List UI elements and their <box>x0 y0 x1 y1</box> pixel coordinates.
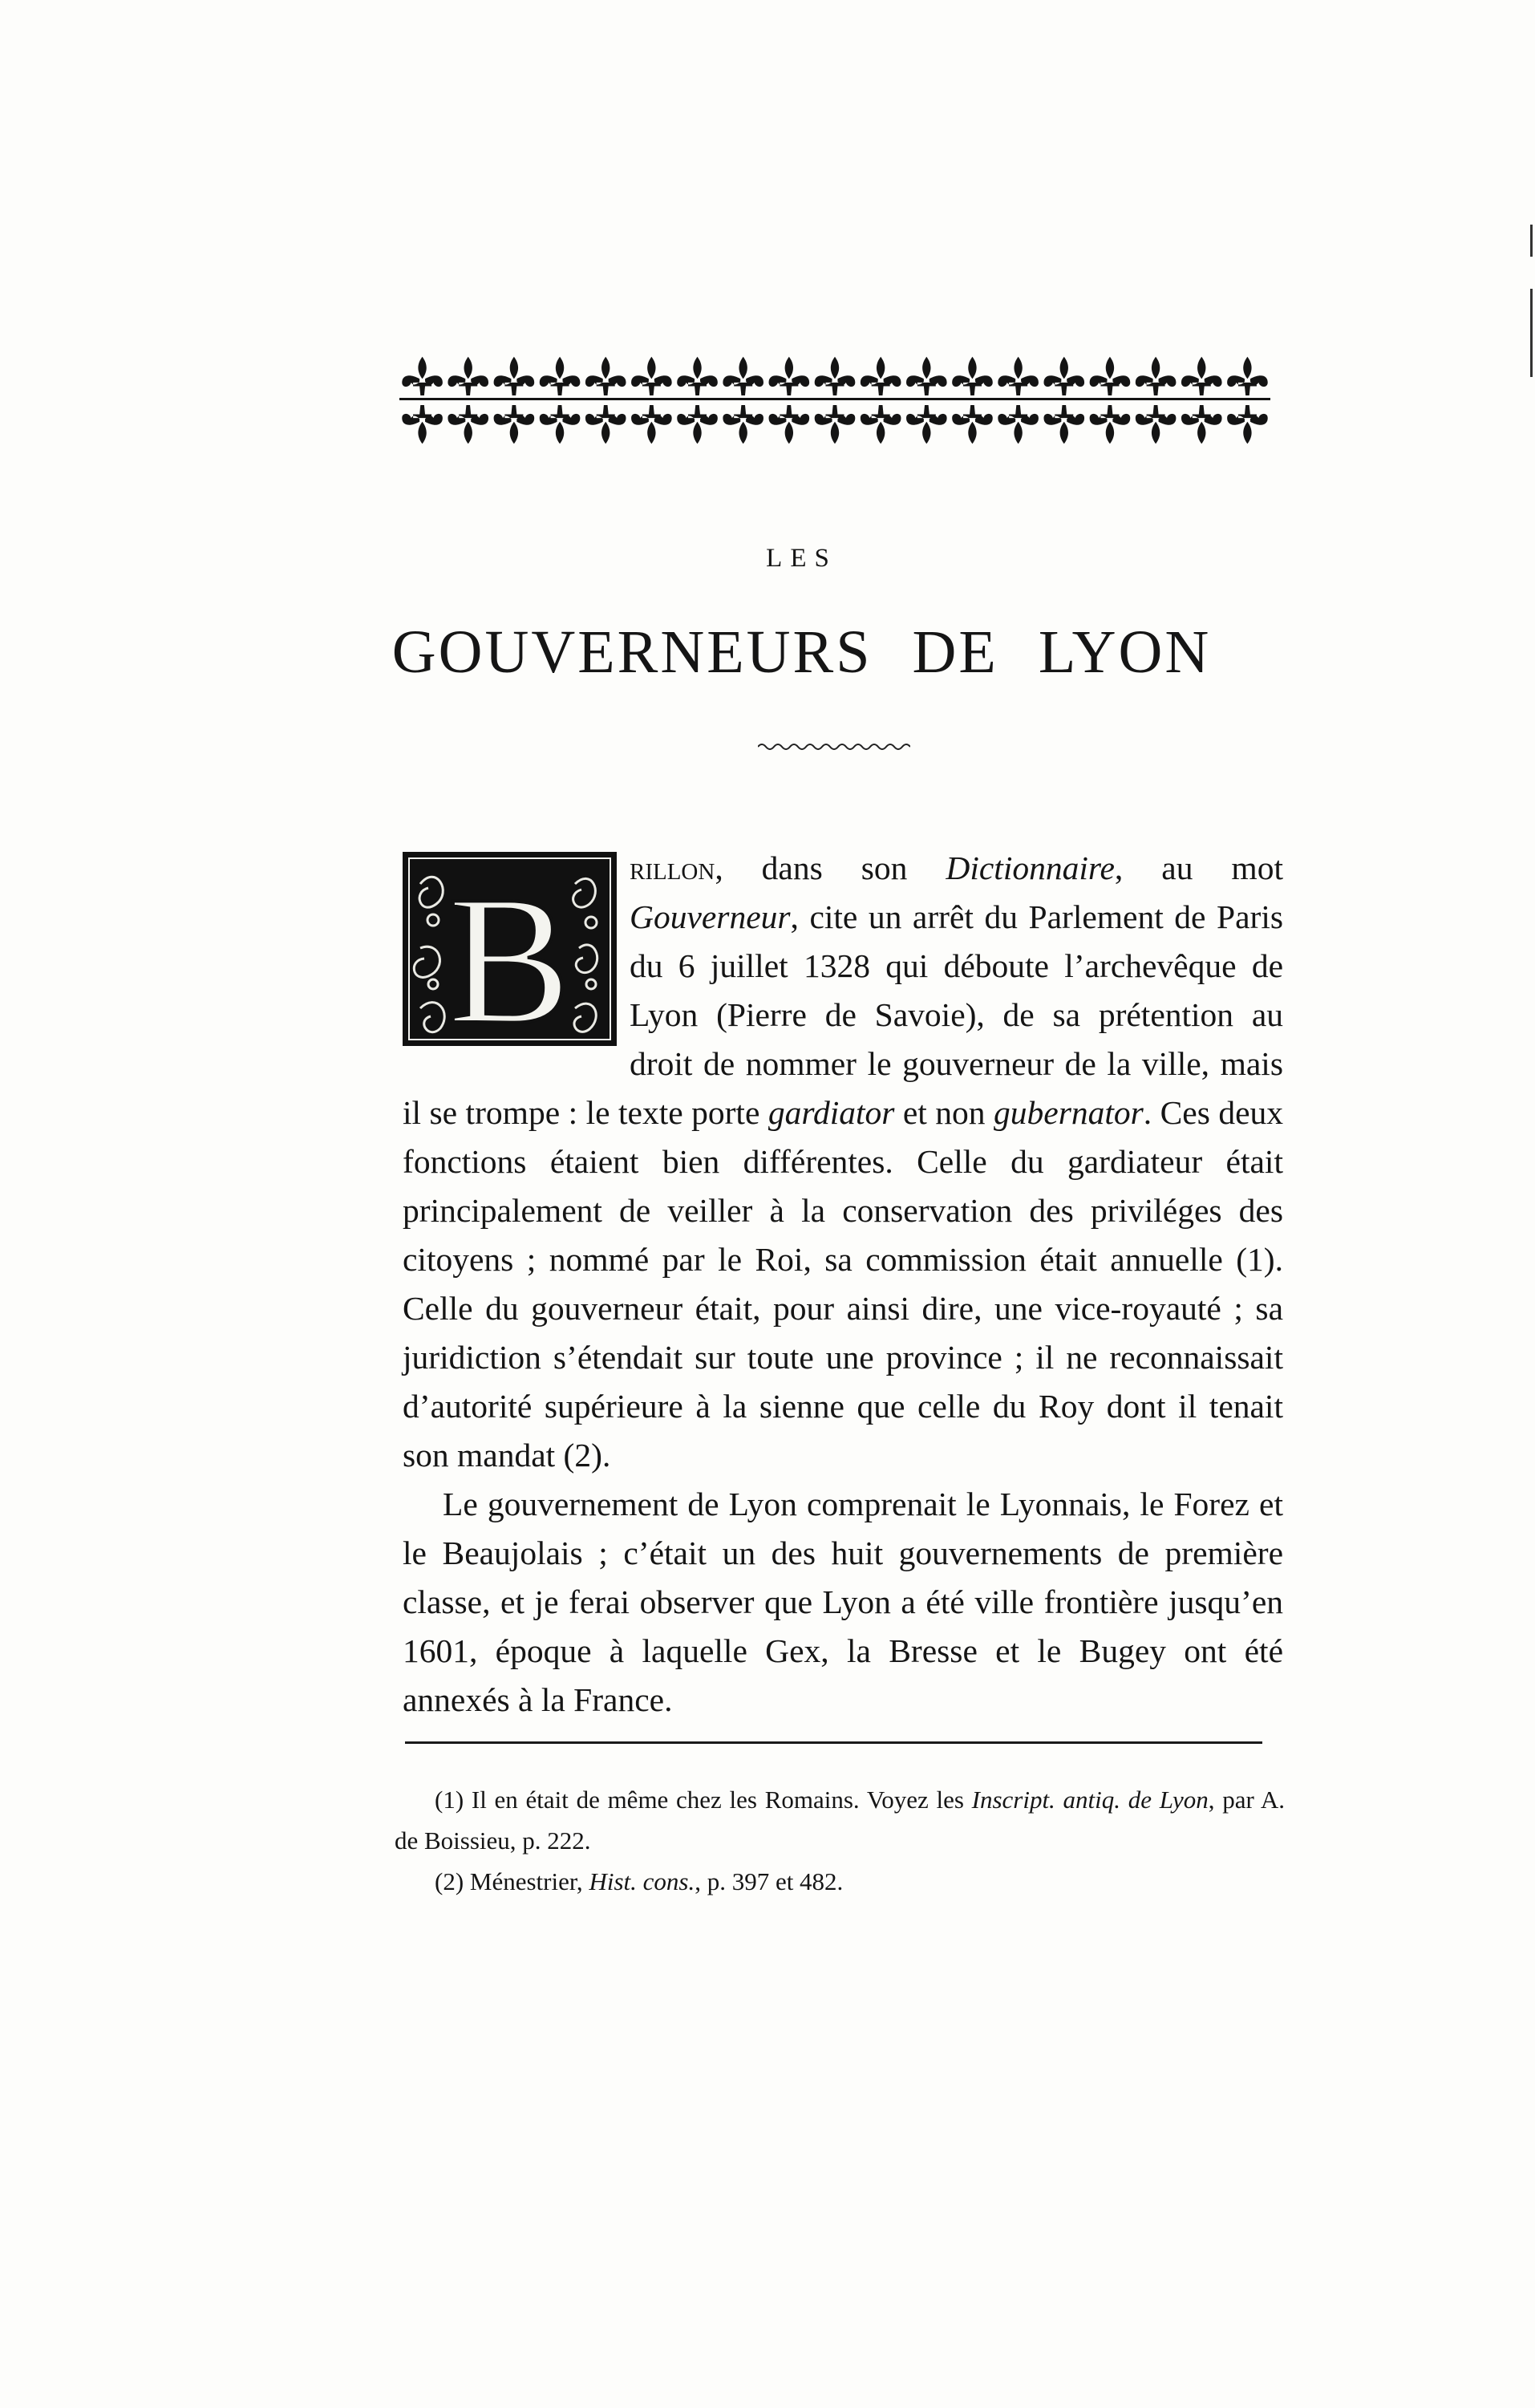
fleur-de-lis-icon <box>494 357 535 395</box>
page-title: GOUVERNEURS DE LYON <box>391 618 1212 686</box>
fleur-de-lis-icon <box>1136 357 1177 395</box>
body-text <box>403 844 1283 1725</box>
page-supertitle: LES <box>766 544 837 573</box>
fleur-de-lis-icon <box>769 405 810 444</box>
fleur-de-lis-icon <box>1227 357 1268 395</box>
dropcap-letter: B <box>448 857 571 1046</box>
fleur-de-lis-icon <box>861 405 901 444</box>
fleur-de-lis-icon <box>1043 357 1084 395</box>
fleur-de-lis-icon <box>540 357 581 395</box>
fleur-de-lis-icon <box>952 357 993 395</box>
fleur-de-lis-icon <box>448 357 488 395</box>
fleur-de-lis-icon <box>1090 357 1131 395</box>
fleur-de-lis-icon <box>402 405 443 444</box>
fleur-de-lis-icon <box>1181 357 1222 395</box>
fleur-de-lis-icon <box>677 405 718 444</box>
fleur-de-lis-icon <box>402 357 443 395</box>
fleur-de-lis-icon <box>906 357 947 395</box>
fleur-de-lis-icon <box>677 357 718 395</box>
fleur-de-lis-icon <box>1181 405 1222 444</box>
footnote-divider <box>405 1741 1262 1744</box>
fleur-de-lis-icon <box>861 357 901 395</box>
fleur-de-lis-icon <box>906 405 947 444</box>
fleur-de-lis-icon <box>723 357 763 395</box>
fleur-de-lis-icon <box>585 405 626 444</box>
fleur-de-lis-icon <box>448 405 488 444</box>
margin-mark <box>1530 225 1533 257</box>
footnotes <box>395 1779 1285 1902</box>
fleur-de-lis-icon <box>1227 405 1268 444</box>
fleur-de-lis-icon <box>540 405 581 444</box>
fleur-de-lis-icon <box>585 357 626 395</box>
fleur-de-lis-icon <box>1090 405 1131 444</box>
fleur-de-lis-icon <box>1136 405 1177 444</box>
fleur-de-lis-icon <box>631 405 672 444</box>
fleur-de-lis-icon <box>998 405 1039 444</box>
footnote-1: (1) Il en était de même chez les Romains. Voyez les Inscript. antiq. de Lyon, par A. de Boissieu, p. 222. <box>395 1786 1285 1855</box>
fleur-de-lis-icon <box>952 405 993 444</box>
paragraph-1: rillon, dans son Dictionnaire, au mot Gouverneur, cite un arrêt du Parlement de Paris du 6 juillet 1328 qui déboute l’archevêque de Lyon (Pierre de Savoie), de sa prétention au droit de nommer le gouverneur de la ville, mais il se trompe : le texte porte gardiator et non gubernator. Ces deux fonctions étaient bien différentes. Celle du gardiateur était principalement de veiller à la conservation des priviléges des citoyens ; nommé par le Roi, sa commission était annuelle (1). Celle du gouverneur était, pour ainsi dire, une vice-royauté ; sa juridiction s’étendait sur toute une province ; il ne reconnaissait d’autorité supérieure à la sienne que celle du Roy dont il tenait son mandat (2). <box>403 849 1284 1474</box>
paragraph-2: Le gouvernement de Lyon comprenait le Lyonnais, le Forez et le Beaujolais ; c’était un des huit gouvernements de première classe, et je ferai observer que Lyon a été ville frontière jusqu’en 1601, époque à laquelle Gex, la Bresse et le Bugey ont été annexés à la France. <box>403 1486 1283 1718</box>
fleur-de-lis-icon <box>494 405 535 444</box>
fleur-de-lis-icon <box>769 357 810 395</box>
margin-mark <box>1530 289 1533 377</box>
fleur-de-lis-icon <box>1043 405 1084 444</box>
opening-word: rillon <box>630 849 715 886</box>
fleur-de-lis-icon <box>723 405 763 444</box>
footnote-2: (2) Ménestrier, Hist. cons., p. 397 et 482. <box>435 1867 844 1895</box>
fleur-de-lis-frieze-icon <box>399 353 1270 449</box>
decorated-initial-icon <box>403 852 617 1046</box>
fleur-de-lis-icon <box>631 357 672 395</box>
fleur-de-lis-icon <box>998 357 1039 395</box>
fleur-de-lis-icon <box>815 357 856 395</box>
fleur-de-lis-icon <box>815 405 856 444</box>
wavy-rule-icon <box>758 741 910 752</box>
